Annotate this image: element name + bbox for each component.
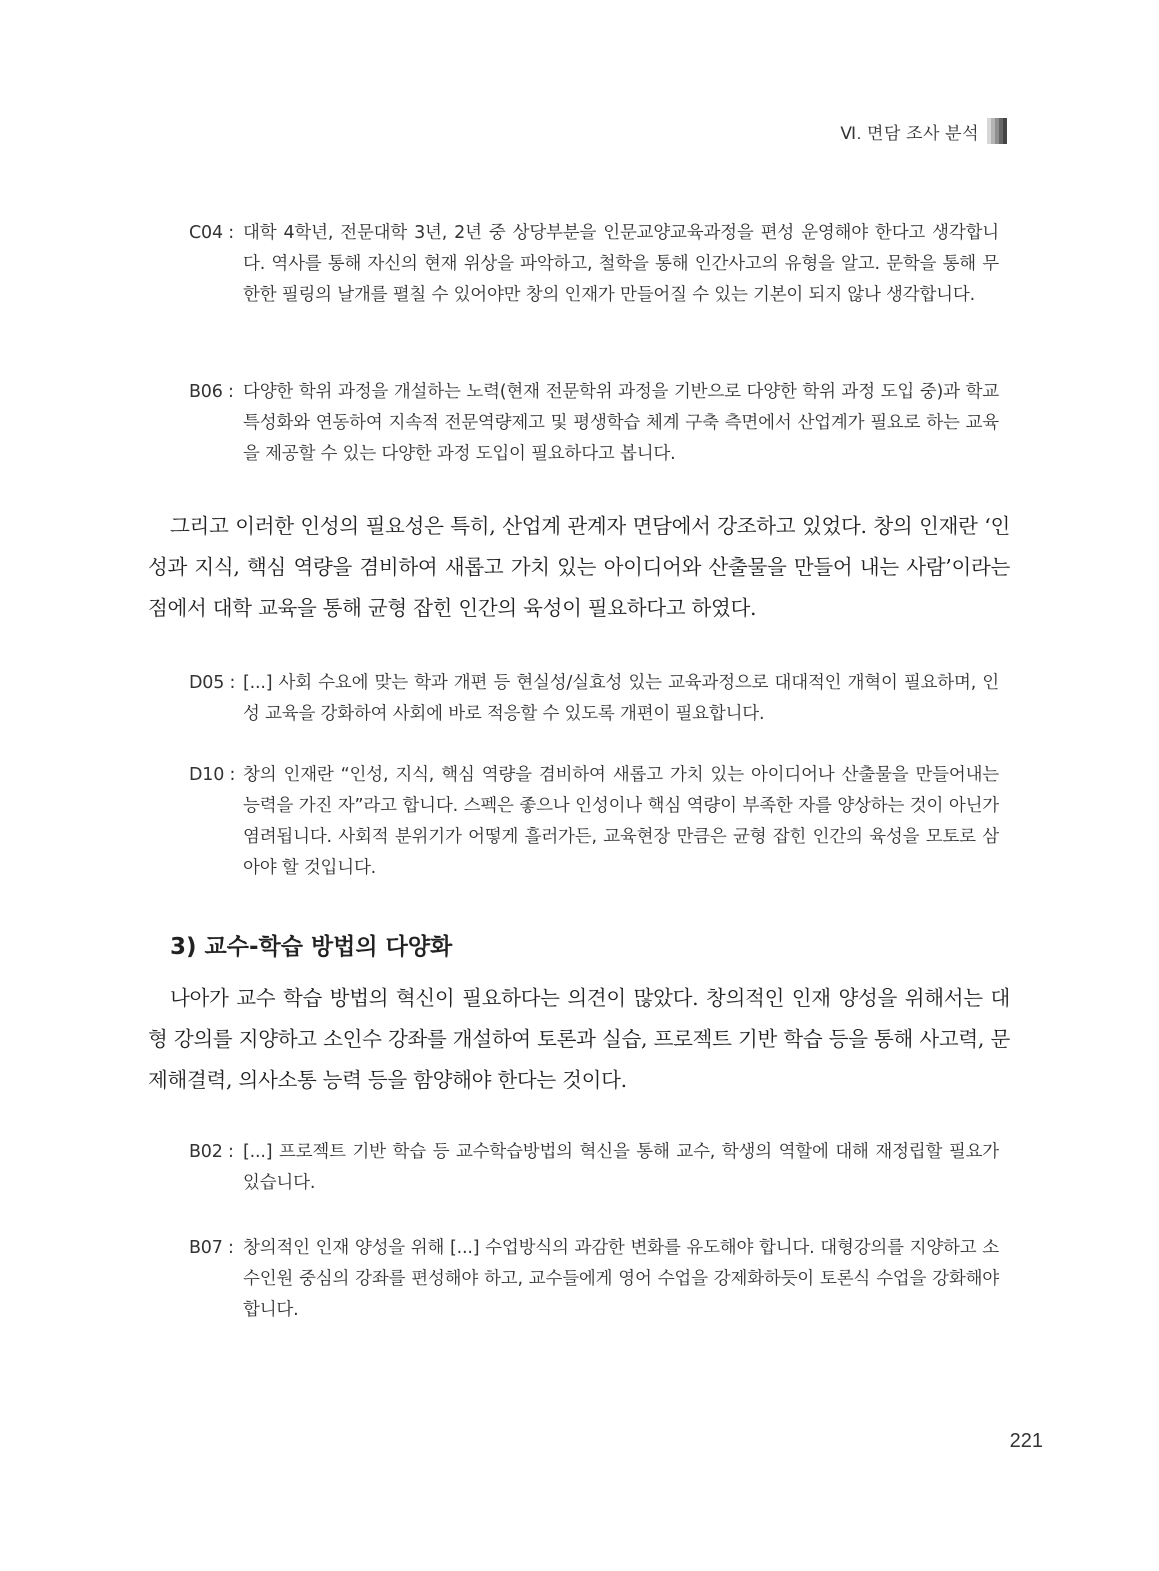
quote-text: [...] 프로젝트 기반 학습 등 교수학습방법의 혁신을 통해 교수, 학생의 역할에 대해 재정립할 필요가 있습니다. (243, 1142, 999, 1193)
quote-text: 대학 4학년, 전문대학 3년, 2년 중 상당부분을 인문교양교육과정을 편성 운영해야 한다고 생각합니다. 역사를 통해 자신의 현재 위상을 파악하고, 철학을 통해 인간사고의 유형을 알고. 문학을 통해 무한한 필링의 날개를 펼칠 수 있어야만 창의 인재가 만들어질 수 있는 기본이 되지 않나 생각합니다. (243, 223, 999, 305)
quote-text: 다양한 학위 과정을 개설하는 노력(현재 전문학위 과정을 기반으로 다양한 학위 과정 도입 중)과 학교 특성화와 연동하여 지속적 전문역량제고 및 평생학습 체계 구축 측면에서 산업계가 필요로 하는 교육을 제공할 수 있는 다양한 과정 도입이 필요하다고 봅니다. (243, 382, 999, 464)
interview-quote (189, 1137, 999, 1199)
interview-quote (189, 760, 999, 884)
quote-text: [...] 사회 수요에 맞는 학과 개편 등 현실성/실효성 있는 교육과정으로 대대적인 개혁이 필요하며, 인성 교육을 강화하여 사회에 바로 적응할 수 있도록 개편이 필요합니다. (243, 673, 999, 724)
quote-text: 창의적인 인재 양성을 위해 [...] 수업방식의 과감한 변화를 유도해야 합니다. 대형강의를 지양하고 소수인원 중심의 강좌를 편성해야 하고, 교수들에게 영어 수업을 강제화하듯이 토론식 수업을 강화해야 합니다. (243, 1238, 999, 1320)
body-paragraph: 나아가 교수 학습 방법의 혁신이 필요하다는 의견이 많았다. 창의적인 인재 양성을 위해서는 대형 강의를 지양하고 소인수 강좌를 개설하여 토론과 실습, 프로젝트 기반 학습 등을 통해 사고력, 문제해결력, 의사소통 능력 등을 함양해야 한다는 것이다. (148, 986, 1010, 1092)
respondent-code: B02 : (189, 1142, 234, 1162)
respondent-code: B07 : (189, 1238, 234, 1258)
respondent-code: C04 : (189, 223, 234, 243)
page-number: 221 (1009, 1430, 1043, 1452)
respondent-code: B06 : (189, 382, 234, 402)
chapter-title: Ⅵ. 면담 조사 분석 (840, 123, 979, 143)
running-header (840, 118, 1007, 144)
interview-quote (189, 668, 999, 730)
respondent-code: D10 : (189, 765, 236, 785)
interview-quote (189, 218, 999, 311)
interview-quote (189, 1233, 999, 1326)
quote-text: 창의 인재란 “인성, 지식, 핵심 역량을 겸비하여 새롭고 가치 있는 아이디어나 산출물을 만들어내는 능력을 가진 자”라고 합니다. 스펙은 좋으나 인성이나 핵심 역량이 부족한 자를 양상하는 것이 아닌가 염려됩니다. 사회적 분위기가 어떻게 흘러가든, 교육현장 만큼은 균형 잡힌 인간의 육성을 모토로 삼아야 할 것입니다. (243, 765, 999, 878)
header-gradient-bar (987, 118, 1007, 144)
section-heading: 3) 교수-학습 방법의 다양화 (170, 934, 453, 960)
interview-quote (189, 377, 999, 470)
body-paragraph: 그리고 이러한 인성의 필요성은 특히, 산업계 관계자 면담에서 강조하고 있었다. 창의 인재란 ‘인성과 지식, 핵심 역량을 겸비하여 새롭고 가치 있는 아이디어와 산출물을 만들어 내는 사람’이라는 점에서 대학 교육을 통해 균형 잡힌 인간의 육성이 필요하다고 하였다. (148, 514, 1010, 620)
respondent-code: D05 : (189, 673, 236, 693)
